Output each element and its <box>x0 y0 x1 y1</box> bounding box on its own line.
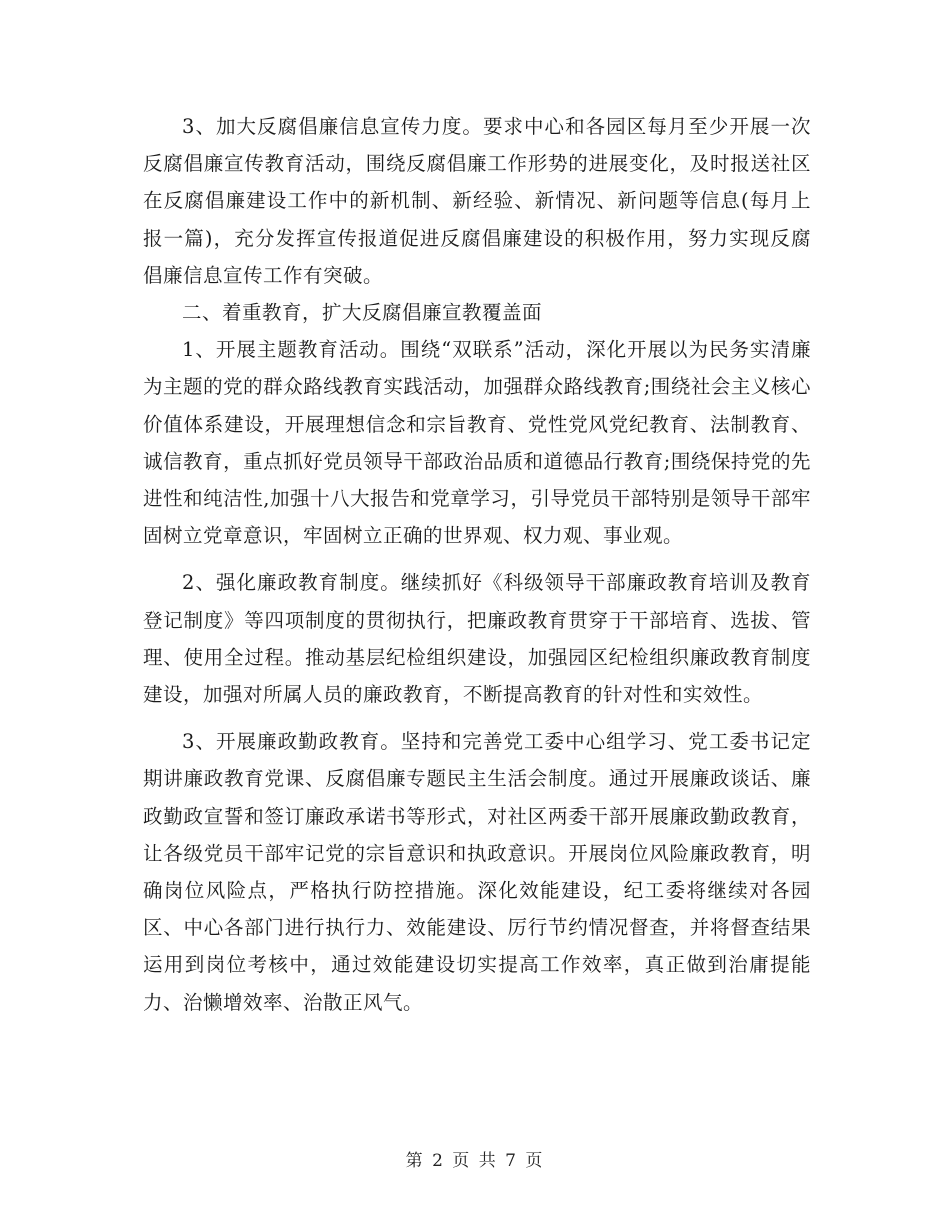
paragraph-education-system: 2、强化廉政教育制度。继续抓好《科级领导干部廉政教育培训及教育登记制度》等四项制度的贯彻执行，把廉政教育贯穿于干部培育、选拔、管理、使用全过程。推动基层纪检组织建设，加强园区纪检组织廉政教育制度建设，加强对所属人员的廉政教育，不断提高教育的针对性和实效性。 <box>143 571 811 707</box>
section-heading-education: 二、着重教育，扩大反腐倡廉宣教覆盖面 <box>182 301 543 325</box>
document-body <box>143 108 811 1021</box>
paragraph-integrity-education: 3、开展廉政勤政教育。坚持和完善党工委中心组学习、党工委书记定期讲廉政教育党课、反腐倡廉专题民主生活会制度。通过开展廉政谈话、廉政勤政宣誓和签订廉政承诺书等形式，对社区两委干部开展廉政勤政教育，让各级党员干部牢记党的宗旨意识和执政意识。开展岗位风险廉政教育，明确岗位风险点，严格执行防控措施。深化效能建设，纪工委将继续对各园区、中心各部门进行执行力、效能建设、厉行节约情况督查，并将督查结果运用到岗位考核中，通过效能建设切实提高工作效率，真正做到治庸提能力、治懒增效率、治散正风气。 <box>143 730 811 1014</box>
page-number-footer: 第 2 页 共 7 页 <box>405 1151 545 1171</box>
paragraph-publicity: 3、加大反腐倡廉信息宣传力度。要求中心和各园区每月至少开展一次反腐倡廉宣传教育活动，围绕反腐倡廉工作形势的进展变化，及时报送社区在反腐倡廉建设工作中的新机制、新经验、新情况、新问题等信息(每月上报一篇)，充分发挥宣传报道促进反腐倡廉建设的积极作用，努力实现反腐倡廉信息宣传工作有突破。 <box>143 115 811 287</box>
paragraph-theme-education: 1、开展主题教育活动。围绕“双联系”活动，深化开展以为民务实清廉为主题的党的群众路线教育实践活动，加强群众路线教育;围绕社会主义核心价值体系建设，开展理想信念和宗旨教育、党性党风党纪教育、法制教育、诚信教育，重点抓好党员领导干部政治品质和道德品行教育;围绕保持党的先进性和纯洁性,加强十八大报告和党章学习，引导党员干部特别是领导干部牢固树立党章意识，牢固树立正确的世界观、权力观、事业观。 <box>143 338 811 548</box>
